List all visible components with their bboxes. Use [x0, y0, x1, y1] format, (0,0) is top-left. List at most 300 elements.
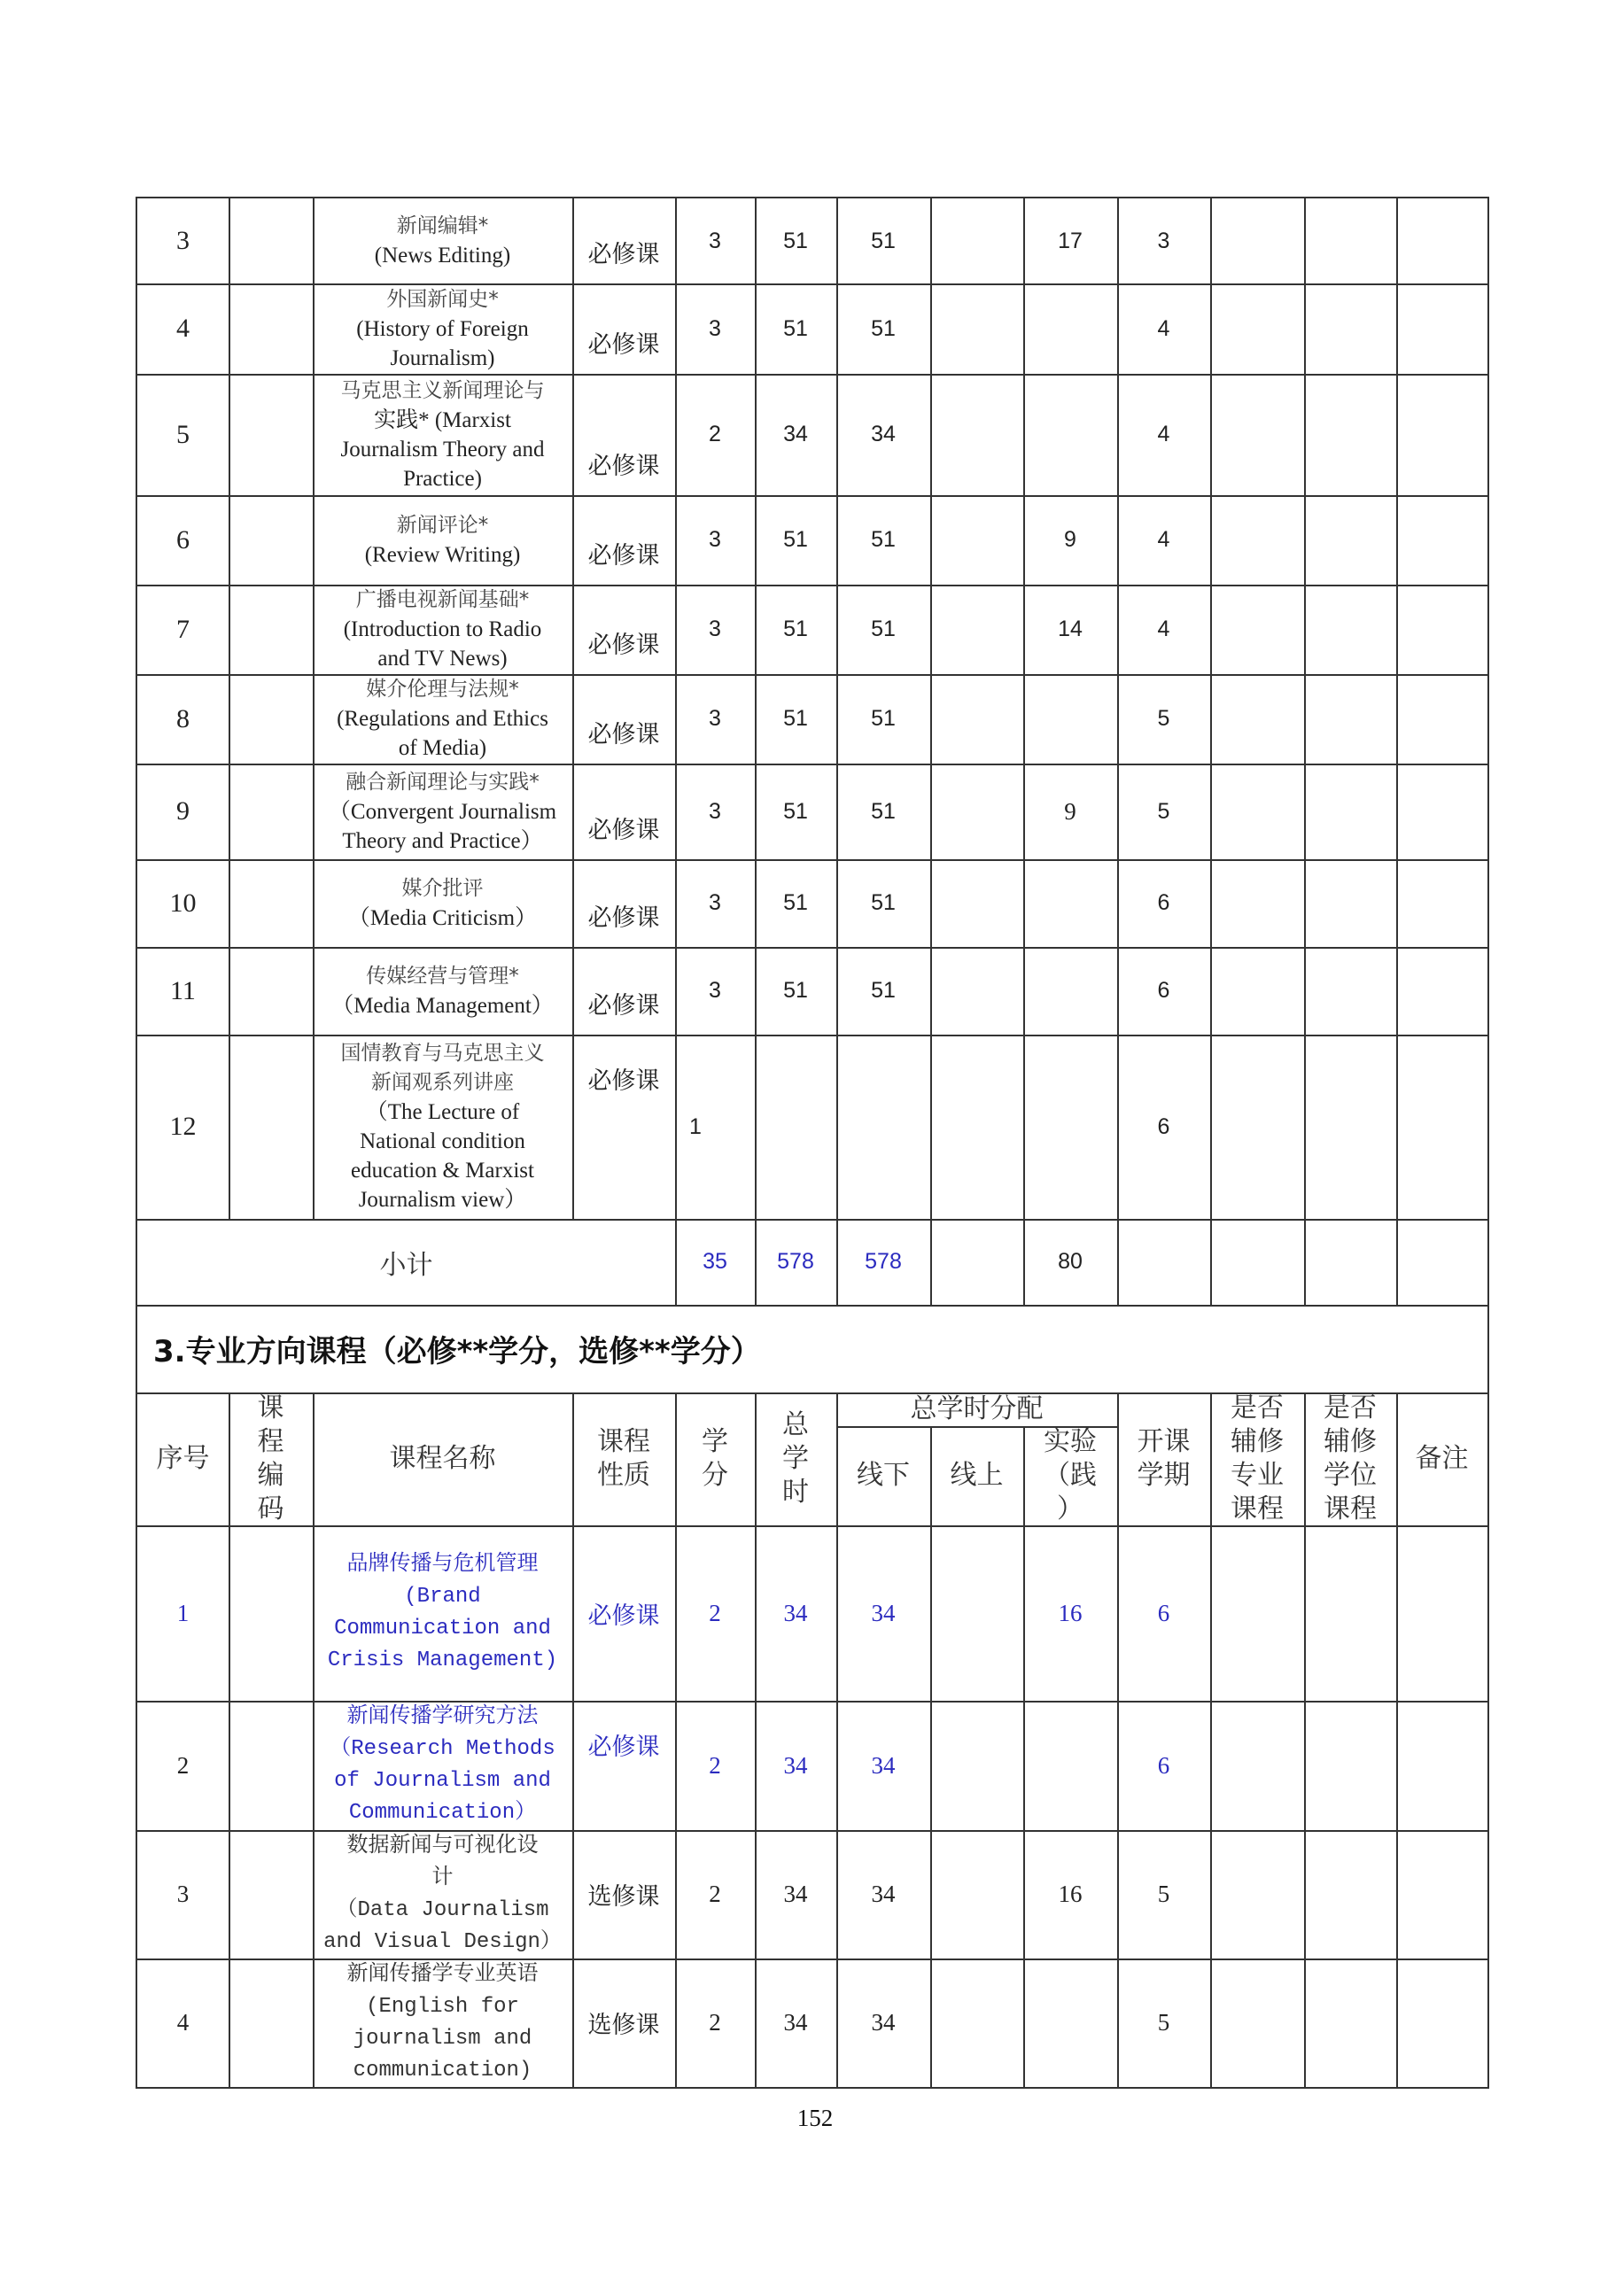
- course-name-en: (Regulations and Ethics of Media): [337, 707, 548, 760]
- course-name: [313, 1830, 574, 1960]
- course-name-en: （Convergent Journalism Theory and Practice）: [328, 799, 557, 853]
- row-number: [136, 1525, 230, 1703]
- row-number: [136, 1959, 230, 2089]
- header-minor-major-text: 是否 辅修 专业 课程: [1231, 1392, 1284, 1524]
- cell-code: [229, 1830, 315, 1960]
- cell-semester-text: 4: [1157, 315, 1170, 341]
- cell-credits-text: 3: [709, 617, 721, 641]
- row-number-text: 8: [176, 703, 190, 733]
- cell-credits-text: 3: [709, 527, 721, 552]
- row-number: [136, 1035, 230, 1221]
- cell-semester-text: 5: [1157, 2009, 1170, 2036]
- course-name-en: （Media Management）: [331, 993, 554, 1018]
- cell-minor-major: [1210, 674, 1306, 765]
- cell-minor-major: [1210, 495, 1306, 586]
- cell-offline-text: 51: [871, 798, 896, 824]
- cell-semester: [1117, 947, 1212, 1036]
- cell-minor-degree: [1304, 1525, 1398, 1703]
- header-seq: [136, 1392, 230, 1527]
- row-number-text: 11: [170, 975, 196, 1005]
- cell-code: [229, 1959, 315, 2089]
- course-name-cn: 马克思主义新闻理论与: [340, 378, 545, 402]
- subtotal-offline: [836, 1219, 932, 1307]
- cell-code: [229, 859, 315, 949]
- cell-code: [229, 1035, 315, 1221]
- cell-credits: [675, 947, 757, 1036]
- cell-semester: [1117, 1830, 1212, 1960]
- cell-minor-major: [1210, 1701, 1306, 1832]
- header-semester-text: 开课 学期: [1137, 1426, 1191, 1491]
- row-number: [136, 1830, 230, 1960]
- cell-semester-text: 5: [1157, 798, 1170, 824]
- cell-practice-text: 17: [1058, 228, 1083, 253]
- cell-offline: [836, 859, 932, 949]
- course-name-text: 品牌传播与危机管理 (Brand Communication and Crisis Management): [327, 1553, 558, 1672]
- page-number: 152: [796, 2105, 834, 2131]
- cell-offline-text: 34: [871, 1881, 896, 1907]
- cell-minor-major: [1210, 374, 1306, 497]
- cell-credits: [675, 1035, 757, 1221]
- header-practice: [1023, 1426, 1119, 1527]
- cell-credits: [675, 859, 757, 949]
- cell-online: [930, 1525, 1025, 1703]
- cell-total-hours: [755, 197, 838, 285]
- cell-offline-text: 51: [871, 617, 896, 641]
- cell-credits: [675, 1525, 757, 1703]
- subtotal-remarks: [1396, 1219, 1489, 1307]
- header-offline: [836, 1426, 932, 1527]
- course-name-cell: [313, 674, 574, 765]
- cell-nature-text: 必修课: [587, 1067, 660, 1095]
- cell-minor-degree: [1304, 1959, 1398, 2089]
- cell-minor-major: [1210, 197, 1306, 285]
- cell-offline: [836, 374, 932, 497]
- cell-nature: [572, 1701, 677, 1832]
- cell-remarks: [1396, 1830, 1489, 1960]
- cell-nature-text: 选修课: [587, 1883, 660, 1911]
- cell-credits: [675, 495, 757, 586]
- header-remarks: [1396, 1392, 1489, 1527]
- cell-total-hours-text: 51: [783, 706, 808, 731]
- cell-total-hours-text: 51: [783, 798, 808, 824]
- course-name: [337, 675, 548, 763]
- cell-offline: [836, 197, 932, 285]
- cell-minor-degree: [1304, 1701, 1398, 1832]
- cell-credits-text: 2: [709, 1599, 721, 1626]
- header-code: [229, 1392, 315, 1527]
- cell-semester: [1117, 585, 1212, 676]
- course-name-en: 实践* (Marxist Journalism Theory and Practice): [340, 407, 545, 491]
- course-name: [365, 511, 521, 570]
- row-number-text: 3: [176, 226, 190, 255]
- cell-credits-text: 2: [709, 1751, 721, 1779]
- cell-nature-text: 必修课: [587, 1734, 660, 1761]
- cell-total-hours: [755, 764, 838, 861]
- cell-nature: [572, 374, 677, 497]
- cell-total-hours-text: 34: [783, 1751, 808, 1779]
- cell-online: [930, 1701, 1025, 1832]
- row-number: [136, 947, 230, 1036]
- header-total-hours-text: 总 学 时: [782, 1409, 809, 1508]
- course-name-en: （Media Criticism）: [347, 905, 538, 930]
- cell-semester-text: 4: [1157, 422, 1170, 446]
- cell-minor-degree: [1304, 859, 1398, 949]
- row-number-text: 3: [176, 1881, 190, 1907]
- cell-nature-text: 必修课: [587, 542, 660, 570]
- cell-credits-text: 2: [709, 1881, 721, 1907]
- cell-minor-major: [1210, 1830, 1306, 1960]
- course-name: [331, 962, 554, 1020]
- course-name-cell: [313, 585, 574, 676]
- cell-nature: [572, 947, 677, 1036]
- cell-semester-text: 6: [1157, 1599, 1170, 1626]
- row-number-text: 4: [176, 2009, 190, 2036]
- cell-minor-degree: [1304, 1035, 1398, 1221]
- course-name-cn: 国情教育与马克思主义 新闻观系列讲座: [340, 1042, 545, 1094]
- course-name-text: 新闻传播学研究方法 （Research Methods of Journalism and Communication）: [330, 1705, 555, 1825]
- course-name: [313, 1701, 574, 1832]
- header-name-text: 课程名称: [389, 1443, 496, 1474]
- course-name: [375, 212, 510, 270]
- subtotal-online: [930, 1219, 1025, 1307]
- subtotal-practice-text: 80: [1058, 1249, 1083, 1274]
- cell-nature-text: 必修课: [587, 904, 660, 932]
- course-name: [341, 1039, 545, 1214]
- course-name-cell: [313, 764, 574, 861]
- cell-offline-text: 51: [871, 706, 896, 731]
- cell-offline: [836, 1525, 932, 1703]
- subtotal-minor-major: [1210, 1219, 1306, 1307]
- cell-minor-major: [1210, 947, 1306, 1036]
- cell-semester-text: 5: [1157, 706, 1170, 731]
- cell-online: [930, 495, 1025, 586]
- course-name-cell: [313, 283, 574, 376]
- cell-credits-text: 1: [689, 1113, 702, 1139]
- cell-semester: [1117, 283, 1212, 376]
- course-name-cn: 媒介伦理与法规*: [366, 678, 519, 701]
- cell-total-hours: [755, 947, 838, 1036]
- cell-code: [229, 283, 315, 376]
- cell-remarks: [1396, 764, 1489, 861]
- cell-online: [930, 764, 1025, 861]
- header-offline-text: 线下: [857, 1460, 910, 1491]
- cell-practice: [1023, 674, 1119, 765]
- cell-online: [930, 674, 1025, 765]
- cell-online: [930, 585, 1025, 676]
- course-name-cell: [313, 374, 574, 497]
- cell-total-hours: [755, 1701, 838, 1832]
- header-remarks-text: 备注: [1415, 1443, 1469, 1474]
- cell-total-hours: [755, 1035, 838, 1221]
- cell-minor-degree: [1304, 495, 1398, 586]
- cell-nature-text: 必修课: [587, 721, 660, 749]
- row-number-text: 2: [176, 1751, 190, 1779]
- cell-online: [930, 1830, 1025, 1960]
- cell-practice-text: 16: [1058, 1599, 1083, 1626]
- cell-total-hours-text: 51: [783, 890, 808, 915]
- cell-code: [229, 674, 315, 765]
- cell-offline-text: 34: [871, 1751, 896, 1779]
- row-number: [136, 495, 230, 586]
- cell-remarks: [1396, 947, 1489, 1036]
- header-online-text: 线上: [950, 1460, 1004, 1491]
- row-number: [136, 374, 230, 497]
- header-minor-degree-text: 是否 辅修 学位 课程: [1324, 1392, 1377, 1524]
- cell-minor-degree: [1304, 283, 1398, 376]
- cell-total-hours: [755, 1959, 838, 2089]
- subtotal-credits: [675, 1219, 757, 1307]
- cell-remarks: [1396, 495, 1489, 586]
- cell-code: [229, 197, 315, 285]
- cell-credits: [675, 764, 757, 861]
- cell-total-hours: [755, 585, 838, 676]
- header-hours-distribution-text: 总学时分配: [910, 1393, 1044, 1424]
- cell-nature: [572, 283, 677, 376]
- cell-credits-text: 3: [709, 706, 721, 731]
- cell-minor-major: [1210, 859, 1306, 949]
- cell-offline: [836, 947, 932, 1036]
- course-name-cell: [313, 1035, 574, 1221]
- cell-offline-text: 51: [871, 315, 896, 341]
- cell-credits: [675, 1701, 757, 1832]
- subtotal-credits-text: 35: [703, 1249, 727, 1274]
- cell-practice: [1023, 374, 1119, 497]
- cell-offline: [836, 495, 932, 586]
- cell-credits: [675, 674, 757, 765]
- header-total-hours: [755, 1392, 838, 1527]
- cell-nature: [572, 1035, 677, 1221]
- cell-code: [229, 495, 315, 586]
- cell-credits: [675, 1959, 757, 2089]
- row-number: [136, 283, 230, 376]
- cell-credits-text: 3: [709, 228, 721, 253]
- cell-practice: [1023, 585, 1119, 676]
- header-hours-distribution: [836, 1392, 1119, 1428]
- subtotal-semester: [1117, 1219, 1212, 1307]
- subtotal-offline-text: 578: [865, 1249, 902, 1274]
- row-number-text: 1: [176, 1599, 190, 1626]
- cell-practice: [1023, 947, 1119, 1036]
- cell-offline-text: 51: [871, 527, 896, 552]
- cell-remarks: [1396, 1701, 1489, 1832]
- cell-nature: [572, 1959, 677, 2089]
- header-credits: [675, 1392, 757, 1527]
- cell-practice: [1023, 764, 1119, 861]
- cell-practice-text: 9: [1064, 797, 1076, 825]
- cell-remarks: [1396, 674, 1489, 765]
- cell-total-hours-text: 51: [783, 527, 808, 552]
- cell-minor-degree: [1304, 197, 1398, 285]
- row-number-text: 12: [169, 1112, 197, 1141]
- cell-minor-major: [1210, 283, 1306, 376]
- cell-nature-text: 必修课: [587, 632, 660, 659]
- subtotal-minor-degree: [1304, 1219, 1398, 1307]
- cell-credits-text: 2: [709, 2009, 721, 2036]
- cell-minor-major: [1210, 764, 1306, 861]
- cell-total-hours: [755, 1830, 838, 1960]
- cell-minor-degree: [1304, 1830, 1398, 1960]
- cell-total-hours: [755, 674, 838, 765]
- cell-semester: [1117, 1525, 1212, 1703]
- cell-offline-text: 34: [871, 1599, 896, 1626]
- cell-semester: [1117, 1701, 1212, 1832]
- cell-nature: [572, 674, 677, 765]
- cell-semester-text: 6: [1157, 890, 1170, 915]
- course-name-cn: 外国新闻史*: [386, 287, 499, 311]
- cell-minor-degree: [1304, 947, 1398, 1036]
- cell-practice: [1023, 1830, 1119, 1960]
- course-name-cell: [313, 859, 574, 949]
- header-nature-text: 课程 性质: [597, 1426, 650, 1491]
- row-number: [136, 585, 230, 676]
- cell-total-hours: [755, 1525, 838, 1703]
- header-nature: [572, 1392, 677, 1527]
- cell-semester: [1117, 495, 1212, 586]
- cell-online: [930, 1035, 1025, 1221]
- header-seq-text: 序号: [156, 1443, 210, 1474]
- cell-code: [229, 764, 315, 861]
- course-name-cn: 新闻编辑*: [396, 214, 489, 237]
- cell-online: [930, 859, 1025, 949]
- cell-practice: [1023, 1701, 1119, 1832]
- cell-total-hours-text: 34: [783, 1599, 808, 1626]
- cell-nature: [572, 764, 677, 861]
- cell-nature-text: 选修课: [587, 2012, 660, 2039]
- course-name: [344, 586, 542, 673]
- cell-minor-degree: [1304, 764, 1398, 861]
- cell-nature: [572, 585, 677, 676]
- course-name-text: 新闻传播学专业英语 (English for journalism and communication): [346, 1962, 539, 2083]
- cell-semester: [1117, 859, 1212, 949]
- cell-remarks: [1396, 1035, 1489, 1221]
- cell-offline-text: 34: [871, 422, 896, 446]
- row-number-text: 4: [176, 314, 190, 343]
- row-number: [136, 764, 230, 861]
- cell-remarks: [1396, 1525, 1489, 1703]
- course-name-cn: 媒介批评: [401, 876, 484, 900]
- row-number-text: 9: [176, 796, 190, 826]
- cell-practice: [1023, 1035, 1119, 1221]
- cell-total-hours-text: 34: [783, 1881, 808, 1907]
- cell-total-hours-text: 34: [783, 2009, 808, 2036]
- cell-total-hours-text: 51: [783, 315, 808, 341]
- course-name-cn: 融合新闻理论与实践*: [346, 770, 540, 794]
- cell-semester: [1117, 197, 1212, 285]
- cell-code: [229, 374, 315, 497]
- cell-nature: [572, 1525, 677, 1703]
- cell-online: [930, 947, 1025, 1036]
- cell-offline-text: 51: [871, 978, 896, 1003]
- cell-semester-text: 6: [1157, 1751, 1170, 1779]
- cell-offline-text: 51: [871, 228, 896, 253]
- cell-credits-text: 2: [709, 422, 721, 446]
- cell-practice: [1023, 1525, 1119, 1703]
- cell-semester-text: 6: [1157, 1113, 1170, 1139]
- header-credits-text: 学 分: [702, 1426, 728, 1491]
- cell-offline-text: 51: [871, 890, 896, 915]
- cell-semester: [1117, 764, 1212, 861]
- cell-minor-major: [1210, 585, 1306, 676]
- course-name-text: 数据新闻与可视化设 计 （Data Journalism and Visual Design）: [323, 1834, 562, 1954]
- cell-credits: [675, 1830, 757, 1960]
- cell-code: [229, 1525, 315, 1703]
- cell-online: [930, 283, 1025, 376]
- cell-minor-major: [1210, 1035, 1306, 1221]
- subtotal-practice: [1023, 1219, 1119, 1307]
- header-minor-degree: [1304, 1392, 1398, 1527]
- header-code-text: 课 程 编 码: [257, 1392, 284, 1524]
- cell-credits: [675, 374, 757, 497]
- cell-code: [229, 947, 315, 1036]
- course-name-cn: 广播电视新闻基础*: [355, 588, 530, 611]
- section-title: [136, 1305, 1489, 1394]
- cell-offline: [836, 585, 932, 676]
- cell-remarks: [1396, 1959, 1489, 2089]
- course-name-cell: [313, 197, 574, 285]
- course-name-cn: 传媒经营与管理*: [366, 964, 519, 988]
- cell-credits: [675, 283, 757, 376]
- header-semester: [1117, 1392, 1212, 1527]
- cell-semester-text: 4: [1157, 527, 1170, 552]
- cell-minor-degree: [1304, 585, 1398, 676]
- course-name-en: (Introduction to Radio and TV News): [343, 617, 542, 671]
- row-number-text: 10: [169, 888, 197, 918]
- row-number: [136, 1701, 230, 1832]
- cell-credits-text: 3: [709, 978, 721, 1003]
- cell-remarks: [1396, 197, 1489, 285]
- cell-total-hours: [755, 283, 838, 376]
- cell-remarks: [1396, 585, 1489, 676]
- header-practice-text: 实验 （践 ）: [1044, 1426, 1097, 1524]
- cell-minor-major: [1210, 1525, 1306, 1703]
- cell-offline-text: 34: [871, 2009, 896, 2036]
- subtotal-label: [136, 1219, 677, 1307]
- row-number-text: 7: [176, 614, 190, 644]
- cell-nature-text: 必修课: [587, 331, 660, 359]
- cell-practice-text: 16: [1058, 1881, 1083, 1907]
- subtotal-label-text: 小计: [379, 1249, 433, 1281]
- cell-minor-major: [1210, 1959, 1306, 2089]
- cell-practice: [1023, 197, 1119, 285]
- cell-total-hours: [755, 859, 838, 949]
- cell-offline: [836, 1959, 932, 2089]
- subtotal-total-hours: [755, 1219, 838, 1307]
- cell-total-hours-text: 51: [783, 617, 808, 641]
- course-name-en: (News Editing): [374, 244, 511, 268]
- cell-total-hours-text: 51: [783, 228, 808, 253]
- cell-offline: [836, 283, 932, 376]
- cell-total-hours: [755, 374, 838, 497]
- cell-nature: [572, 859, 677, 949]
- cell-code: [229, 585, 315, 676]
- cell-semester-text: 5: [1157, 1881, 1170, 1907]
- cell-total-hours-text: 51: [783, 978, 808, 1003]
- course-name-en: （The Lecture of National condition education & Marxist Journalism view）: [351, 1100, 534, 1212]
- cell-credits-text: 3: [709, 890, 721, 915]
- cell-online: [930, 197, 1025, 285]
- row-number: [136, 197, 230, 285]
- cell-online: [930, 1959, 1025, 2089]
- cell-practice: [1023, 859, 1119, 949]
- cell-semester: [1117, 1959, 1212, 2089]
- row-number-text: 5: [176, 419, 190, 449]
- cell-semester-text: 3: [1157, 228, 1170, 253]
- cell-practice: [1023, 495, 1119, 586]
- cell-minor-degree: [1304, 374, 1398, 497]
- course-name: [313, 1959, 574, 2089]
- cell-remarks: [1396, 283, 1489, 376]
- cell-offline: [836, 764, 932, 861]
